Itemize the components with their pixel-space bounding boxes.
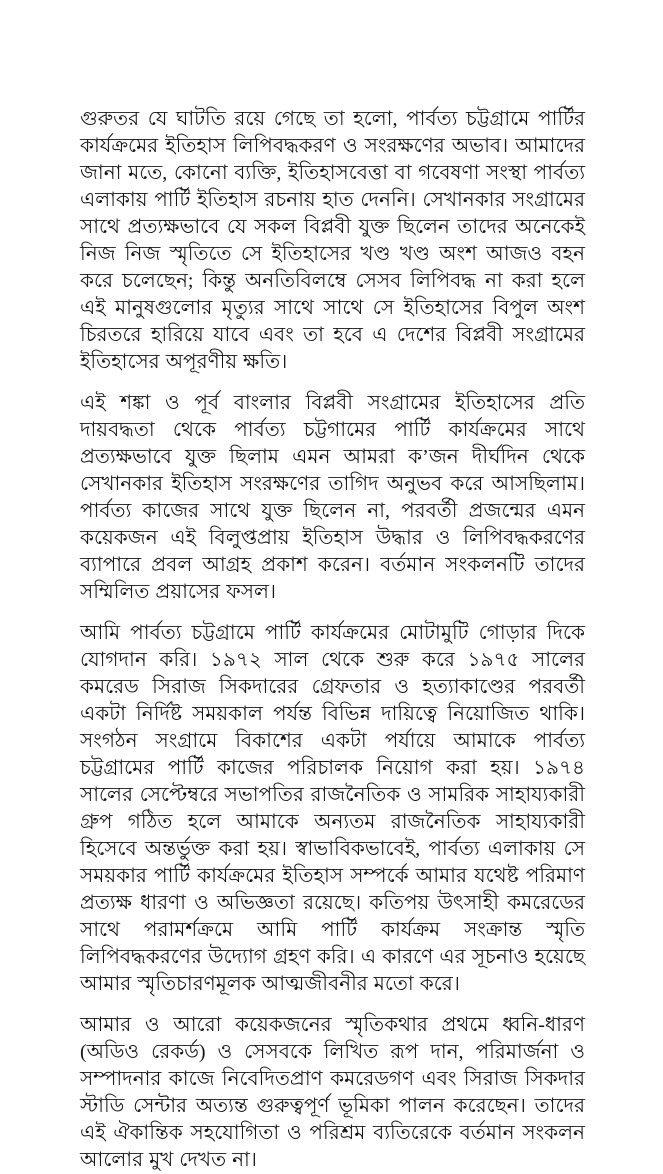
paragraph-1: গুরুতর যে ঘাটতি রয়ে গেছে তা হলো, পার্বত্য চট্টগ্রামে পার্টির কার্যক্রমের ইতিহাস লিপিবদ্ধকরণ ও সংরক্ষণের অভাব। আমাদের জানা মতে, কোনো ব্যক্তি, ইতিহাসবেত্তা বা গবেষণা সংস্থা পার্বত্য এলাকায় পার্টি ইতিহাস রচনায় হাত দেননি। সেখানকার সংগ্রামের সাথে প্রত্যক্ষভাবে যে সকল বিপ্লবী যুক্ত ছিলেন তাদের অনেকেই নিজ নিজ স্মৃতিতে সে ইতিহাসের খণ্ড খণ্ড অংশ আজও বহন করে চলেছেন; কিন্তু অনতিবিলম্বে সেসব লিপিবদ্ধ না করা হলে এই মানুষগুলোর মৃত্যুর সাথে সাথে সে ইতিহাসের বিপুল অংশ চিরতরে হারিয়ে যাবে এবং তা হবে এ দেশের বিপ্লবী সংগ্রামের ইতিহাসের অপূরণীয় ক্ষতি। <box>80 108 585 373</box>
paragraph-4: আমার ও আরো কয়েকজনের স্মৃতিকথার প্রথমে ধ্বনি-ধারণ (অডিও রেকর্ড) ও সেসবকে লিখিত রূপ দান, পরিমার্জনা ও সম্পাদনার কাজে নিবেদিতপ্রাণ কমরেডগণ এবং সিরাজ সিকদার স্টাডি সেন্টার অত্যন্ত গুরুত্বপূর্ণ ভূমিকা পালন করেছেন। তাদের এই ঐকান্তিক সহযোগিতা ও পরিশ্রম ব্যতিরেকে বর্তমান সংকলন আলোর মুখ দেখত না। <box>80 1014 585 1171</box>
paragraph-2: এই শঙ্কা ও পূর্ব বাংলার বিপ্লবী সংগ্রামের ইতিহাসের প্রতি দায়বদ্ধতা থেকে পার্বত্য চট্টগামের পার্টি কার্যক্রমের সাথে প্রত্যক্ষভাবে যুক্ত ছিলাম এমন আমরা ক’জন দীর্ঘদিন থেকে সেখানকার ইতিহাস সংরক্ষণের তাগিদ অনুভব করে আসছিলাম। পার্বত্য কাজের সাথে যুক্ত ছিলেন না, পরবর্তী প্রজন্মের এমন কয়েকজন এই বিলুপ্তপ্রায় ইতিহাস উদ্ধার ও লিপিবদ্ধকরণের ব্যাপারে প্রবল আগ্রহ প্রকাশ করেন। বর্তমান সংকলনটি তাদের সম্মিলিত প্রয়াসের ফসল। <box>80 392 585 603</box>
paragraph-3: আমি পার্বত্য চট্টগ্রামে পার্টি কার্যক্রমের মোটামুটি গোড়ার দিকে যোগদান করি। ১৯৭২ সাল থেকে শুরু করে ১৯৭৫ সালের কমরেড সিরাজ সিকদারের গ্রেফতার ও হত্যাকাণ্ডের পরবর্তী একটা নির্দিষ্ট সময়কাল পর্যন্ত বিভিন্ন দায়িত্বে নিয়োজিত থাকি। সংগঠন সংগ্রামে বিকাশের একটা পর্যায়ে আমাকে পার্বত্য চট্টগ্রামের পার্টি কাজের পরিচালক নিয়োগ করা হয়। ১৯৭৪ সালের সেপ্টেম্বরে সভাপতির রাজনৈতিক ও সামরিক সাহায্যকারী গ্রুপ গঠিত হলে আমাকে অন্যতম রাজনৈতিক সাহায্যকারী হিসেবে অন্তর্ভুক্ত করা হয়। স্বাভাবিকভাবেই, পার্বত্য এলাকায় সে সময়কার পার্টি কার্যক্রমের ইতিহাস সম্পর্কে আমার যথেষ্ট পরিমাণ প্রত্যক্ষ ধারণা ও অভিজ্ঞতা রয়েছে। কতিপয় উৎসাহী কমরেডের সাথে পরামর্শক্রমে আমি পার্টি কার্যক্রম সংক্রান্ত স্মৃতি লিপিবদ্ধকরণের উদ্যোগ গ্রহণ করি। এ কারণে এর সূচনাও হয়েছে আমার স্মৃতিচারণমূলক আত্মজীবনীর মতো করে। <box>80 622 585 995</box>
